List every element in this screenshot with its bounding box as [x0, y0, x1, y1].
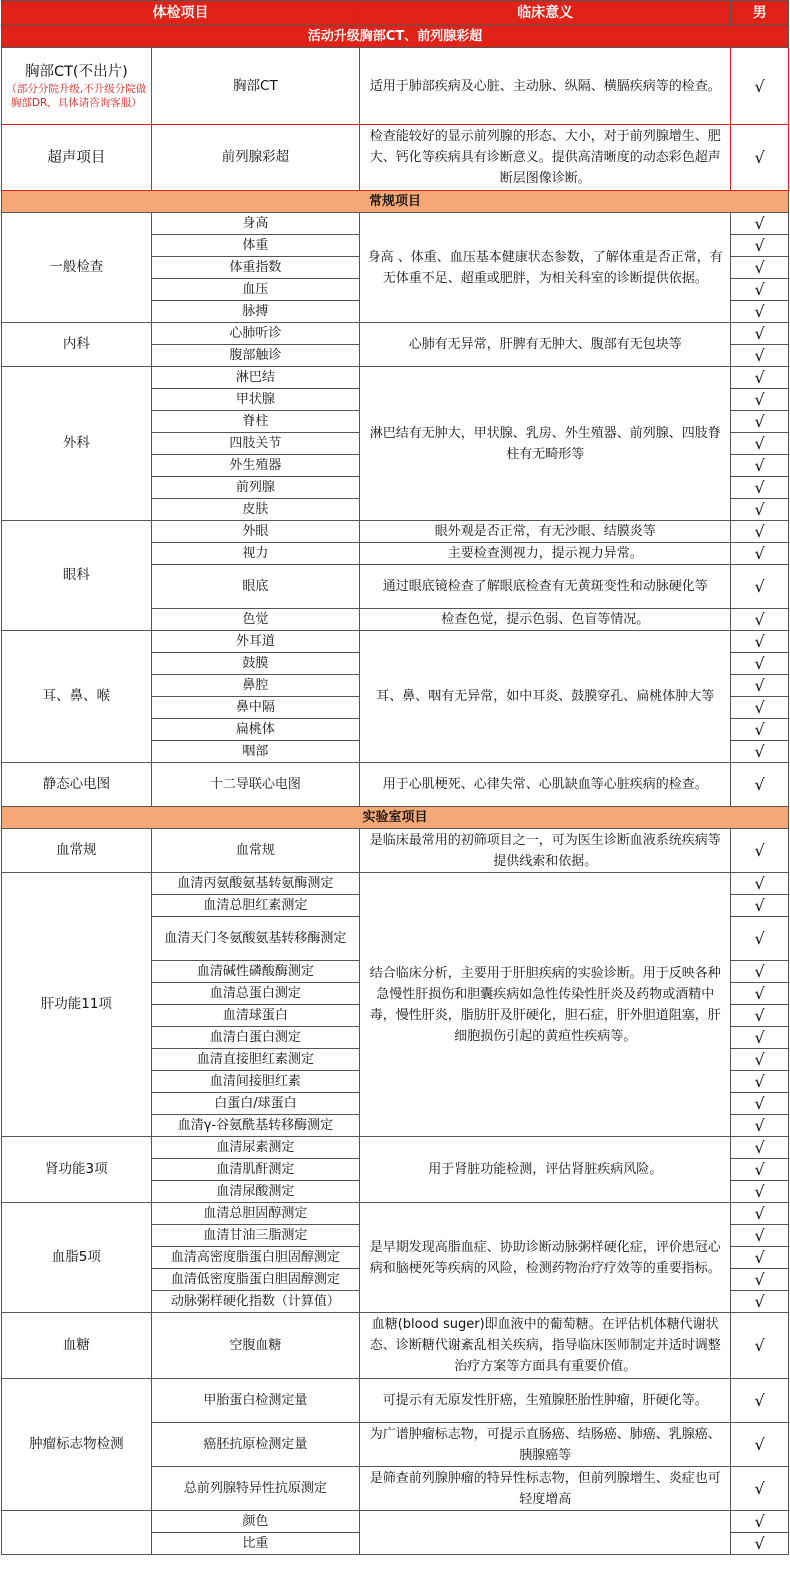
item-cell: 血清总胆红素测定: [151, 895, 359, 917]
check-mark: √: [731, 1291, 789, 1313]
item-cell: 心肺听诊: [151, 323, 359, 345]
category-cell: 血脂5项: [2, 1203, 152, 1313]
check-mark: √: [731, 1159, 789, 1181]
check-mark: √: [731, 301, 789, 323]
item-cell: 血清肌酐测定: [151, 1159, 359, 1181]
table-row: [2, 48, 789, 125]
category-cell: 血糖: [2, 1313, 152, 1379]
check-mark: √: [731, 279, 789, 301]
section-title: 常规项目: [2, 191, 789, 213]
check-mark: √: [731, 763, 789, 807]
check-mark: √: [731, 345, 789, 367]
check-mark: √: [731, 741, 789, 763]
check-mark: √: [731, 675, 789, 697]
category-cell: 耳、鼻、喉: [2, 631, 152, 763]
item-cell: 扁桃体: [151, 719, 359, 741]
item-cell: 色觉: [151, 609, 359, 631]
meaning-cell: 是临床最常用的初筛项目之一，可为医生诊断血液系统疾病等提供线索和依据。: [360, 829, 731, 873]
check-mark: √: [731, 433, 789, 455]
check-mark: √: [731, 411, 789, 433]
check-mark: √: [731, 1071, 789, 1093]
table-row: [2, 829, 789, 873]
table-row: [2, 125, 789, 191]
check-mark: √: [731, 367, 789, 389]
table-row: [2, 763, 789, 807]
section-header: [2, 807, 789, 829]
check-mark: √: [731, 1027, 789, 1049]
item-cell: 甲胎蛋白检测定量: [151, 1379, 359, 1423]
item-cell: 血清低密度脂蛋白胆固醇测定: [151, 1269, 359, 1291]
meaning-cell: 心肺有无异常，肝脾有无肿大、腹部有无包块等: [360, 323, 731, 367]
branch-note: （部分分院升级,不升级分院做胸部DR，具体请咨询客服）: [6, 83, 147, 109]
category-cell: 外科: [2, 367, 152, 521]
item-cell: 鼻中隔: [151, 697, 359, 719]
header-meaning: 临床意义: [360, 1, 731, 26]
check-mark: √: [731, 543, 789, 565]
meaning-cell: 适用于肺部疾病及心脏、主动脉、纵隔、横膈疾病等的检查。: [360, 48, 731, 125]
item-cell: 体重: [151, 235, 359, 257]
item-cell: 前列腺彩超: [151, 125, 359, 191]
check-mark: √: [731, 125, 789, 191]
meaning-cell: 检查能较好的显示前列腺的形态、大小，对于前列腺增生、肥大、钙化等疾病具有诊断意义。提供高清晰度的动态彩色超声断层图像诊断。: [360, 125, 731, 191]
check-mark: √: [731, 213, 789, 235]
item-cell: 血清尿素测定: [151, 1137, 359, 1159]
table-header: [2, 1, 789, 26]
item-cell: 咽部: [151, 741, 359, 763]
meaning-cell: 眼外观是否正常，有无沙眼、结膜炎等: [360, 521, 731, 543]
item-cell: 血清总蛋白测定: [151, 983, 359, 1005]
item-cell: 鼻腔: [151, 675, 359, 697]
category-cell: 血常规: [2, 829, 152, 873]
table-row: [2, 1313, 789, 1379]
item-cell: 比重: [151, 1533, 359, 1555]
check-mark: √: [731, 1269, 789, 1291]
table-row: [2, 873, 789, 895]
check-mark: √: [731, 235, 789, 257]
item-cell: 血清总胆固醇测定: [151, 1203, 359, 1225]
check-mark: √: [731, 917, 789, 961]
check-mark: √: [731, 895, 789, 917]
check-mark: √: [731, 1225, 789, 1247]
promo-banner: 活动升级胸部CT、前列腺彩超: [2, 26, 789, 48]
check-mark: √: [731, 983, 789, 1005]
table-row: [2, 521, 789, 543]
meaning-cell: 用于心肌梗死、心律失常、心肌缺血等心脏疾病的检查。: [360, 763, 731, 807]
section-title: 实验室项目: [2, 807, 789, 829]
meaning-cell: 检查色觉，提示色弱、色盲等情况。: [360, 609, 731, 631]
category-label: 胸部CT(不出片): [24, 64, 128, 80]
check-mark: √: [731, 829, 789, 873]
meaning-cell: 耳、鼻、咽有无异常，如中耳炎、鼓膜穿孔、扁桃体肿大等: [360, 631, 731, 763]
table-row: [2, 1379, 789, 1423]
table-row: [2, 367, 789, 389]
category-cell: 肿瘤标志物检测: [2, 1379, 152, 1511]
item-cell: 外耳道: [151, 631, 359, 653]
check-mark: √: [731, 653, 789, 675]
checkup-table-body: [2, 1, 789, 1555]
header-item: 体检项目: [2, 1, 360, 26]
check-mark: √: [731, 477, 789, 499]
item-cell: 癌胚抗原检测定量: [151, 1423, 359, 1467]
check-mark: √: [731, 719, 789, 741]
meaning-cell: 是筛查前列腺肿瘤的特异性标志物，但前列腺增生、炎症也可轻度增高: [360, 1467, 731, 1511]
check-mark: √: [731, 1423, 789, 1467]
table-row: [2, 213, 789, 235]
check-mark: √: [731, 1511, 789, 1533]
meaning-cell: [360, 1511, 731, 1555]
item-cell: 皮肤: [151, 499, 359, 521]
check-mark: √: [731, 1005, 789, 1027]
category-cell: [2, 48, 152, 125]
check-mark: √: [731, 631, 789, 653]
meaning-cell: 结合临床分析，主要用于肝胆疾病的实验诊断。用于反映各种急慢性肝损伤和胆囊疾病如急性传染性肝炎及药物或酒精中毒，慢性肝炎，脂肪肝及肝硬化，胆石症，肝外胆道阻塞，肝细胞损伤引起的黄疸性疾病等。: [360, 873, 731, 1137]
meaning-cell: 是早期发现高脂血症、协助诊断动脉粥样硬化症，评价患冠心病和脑梗死等疾病的风险，检测药物治疗疗效等的重要指标。: [360, 1203, 731, 1313]
check-mark: √: [731, 961, 789, 983]
check-mark: √: [731, 257, 789, 279]
item-cell: 四肢关节: [151, 433, 359, 455]
category-label: 超声项目: [47, 149, 106, 166]
check-mark: √: [731, 1093, 789, 1115]
promo-banner-row: [2, 26, 789, 48]
item-cell: 眼底: [151, 565, 359, 609]
meaning-cell: 血糖(blood suger)即血液中的葡萄糖。在评估机体糖代谢状态、诊断糖代谢紊乱相关疾病，指导临床医师制定并适时调整治疗方案等方面具有重要价值。: [360, 1313, 731, 1379]
item-cell: 外眼: [151, 521, 359, 543]
item-cell: 血清高密度脂蛋白胆固醇测定: [151, 1247, 359, 1269]
category-cell: 内科: [2, 323, 152, 367]
item-cell: 动脉粥样硬化指数（计算值）: [151, 1291, 359, 1313]
check-mark: √: [731, 455, 789, 477]
header-male: 男: [731, 1, 789, 26]
item-cell: 血清甘油三脂测定: [151, 1225, 359, 1247]
check-mark: √: [731, 521, 789, 543]
item-cell: 血清天门冬氨酸氨基转移酶测定: [151, 917, 359, 961]
meaning-cell: 用于肾脏功能检测，评估肾脏疾病风险。: [360, 1137, 731, 1203]
table-row: [2, 1203, 789, 1225]
table-row: [2, 323, 789, 345]
check-mark: √: [731, 873, 789, 895]
item-cell: 血清白蛋白测定: [151, 1027, 359, 1049]
category-cell: [2, 125, 152, 191]
meaning-cell: 可提示有无原发性肝癌，生殖腺胚胎性肿瘤，肝硬化等。: [360, 1379, 731, 1423]
item-cell: 血清间接胆红素: [151, 1071, 359, 1093]
item-cell: 腹部触诊: [151, 345, 359, 367]
meaning-cell: 为广谱肿瘤标志物，可提示直肠癌、结肠癌、肺癌、乳腺癌、胰腺癌等: [360, 1423, 731, 1467]
table-row: [2, 1137, 789, 1159]
item-cell: 白蛋白/球蛋白: [151, 1093, 359, 1115]
check-mark: √: [731, 1313, 789, 1379]
item-cell: 血清直接胆红素测定: [151, 1049, 359, 1071]
check-mark: √: [731, 1379, 789, 1423]
table-row: [2, 1511, 789, 1533]
item-cell: 体重指数: [151, 257, 359, 279]
check-mark: √: [731, 389, 789, 411]
check-mark: √: [731, 609, 789, 631]
section-header: [2, 191, 789, 213]
check-mark: √: [731, 48, 789, 125]
item-cell: 前列腺: [151, 477, 359, 499]
item-cell: 空腹血糖: [151, 1313, 359, 1379]
item-cell: 十二导联心电图: [151, 763, 359, 807]
check-mark: √: [731, 1203, 789, 1225]
item-cell: 脉搏: [151, 301, 359, 323]
meaning-cell: 身高 、体重、血压基本健康状态参数，了解体重是否正常，有无体重不足、超重或肥胖，为相关科室的诊断提供依据。: [360, 213, 731, 323]
check-mark: √: [731, 1247, 789, 1269]
item-cell: 血清丙氨酸氨基转氨酶测定: [151, 873, 359, 895]
meaning-cell: 主要检查测视力，提示视力异常。: [360, 543, 731, 565]
category-cell: 一般检查: [2, 213, 152, 323]
item-cell: 鼓膜: [151, 653, 359, 675]
category-cell: [2, 1511, 152, 1555]
check-mark: √: [731, 1115, 789, 1137]
category-cell: 眼科: [2, 521, 152, 631]
check-mark: √: [731, 323, 789, 345]
meaning-cell: 淋巴结有无肿大，甲状腺、乳房、外生殖器、前列腺、四肢脊柱有无畸形等: [360, 367, 731, 521]
item-cell: 血清球蛋白: [151, 1005, 359, 1027]
item-cell: 血压: [151, 279, 359, 301]
category-cell: 肾功能3项: [2, 1137, 152, 1203]
check-mark: √: [731, 1467, 789, 1511]
item-cell: 脊柱: [151, 411, 359, 433]
check-mark: √: [731, 499, 789, 521]
check-mark: √: [731, 1533, 789, 1555]
item-cell: 身高: [151, 213, 359, 235]
table-row: [2, 631, 789, 653]
item-cell: 总前列腺特异性抗原测定: [151, 1467, 359, 1511]
item-cell: 淋巴结: [151, 367, 359, 389]
check-mark: √: [731, 697, 789, 719]
check-mark: √: [731, 565, 789, 609]
item-cell: 视力: [151, 543, 359, 565]
item-cell: 外生殖器: [151, 455, 359, 477]
item-cell: 血常规: [151, 829, 359, 873]
item-cell: 血清尿酸测定: [151, 1181, 359, 1203]
item-cell: 甲状腺: [151, 389, 359, 411]
checkup-table: [1, 0, 789, 1555]
meaning-cell: 通过眼底镜检查了解眼底检查有无黄斑变性和动脉硬化等: [360, 565, 731, 609]
item-cell: 胸部CT: [151, 48, 359, 125]
item-cell: 血清碱性磷酸酶测定: [151, 961, 359, 983]
check-mark: √: [731, 1049, 789, 1071]
item-cell: 血清γ-谷氨酰基转移酶测定: [151, 1115, 359, 1137]
item-cell: 颜色: [151, 1511, 359, 1533]
category-cell: 肝功能11项: [2, 873, 152, 1137]
category-cell: 静态心电图: [2, 763, 152, 807]
check-mark: √: [731, 1137, 789, 1159]
check-mark: √: [731, 1181, 789, 1203]
